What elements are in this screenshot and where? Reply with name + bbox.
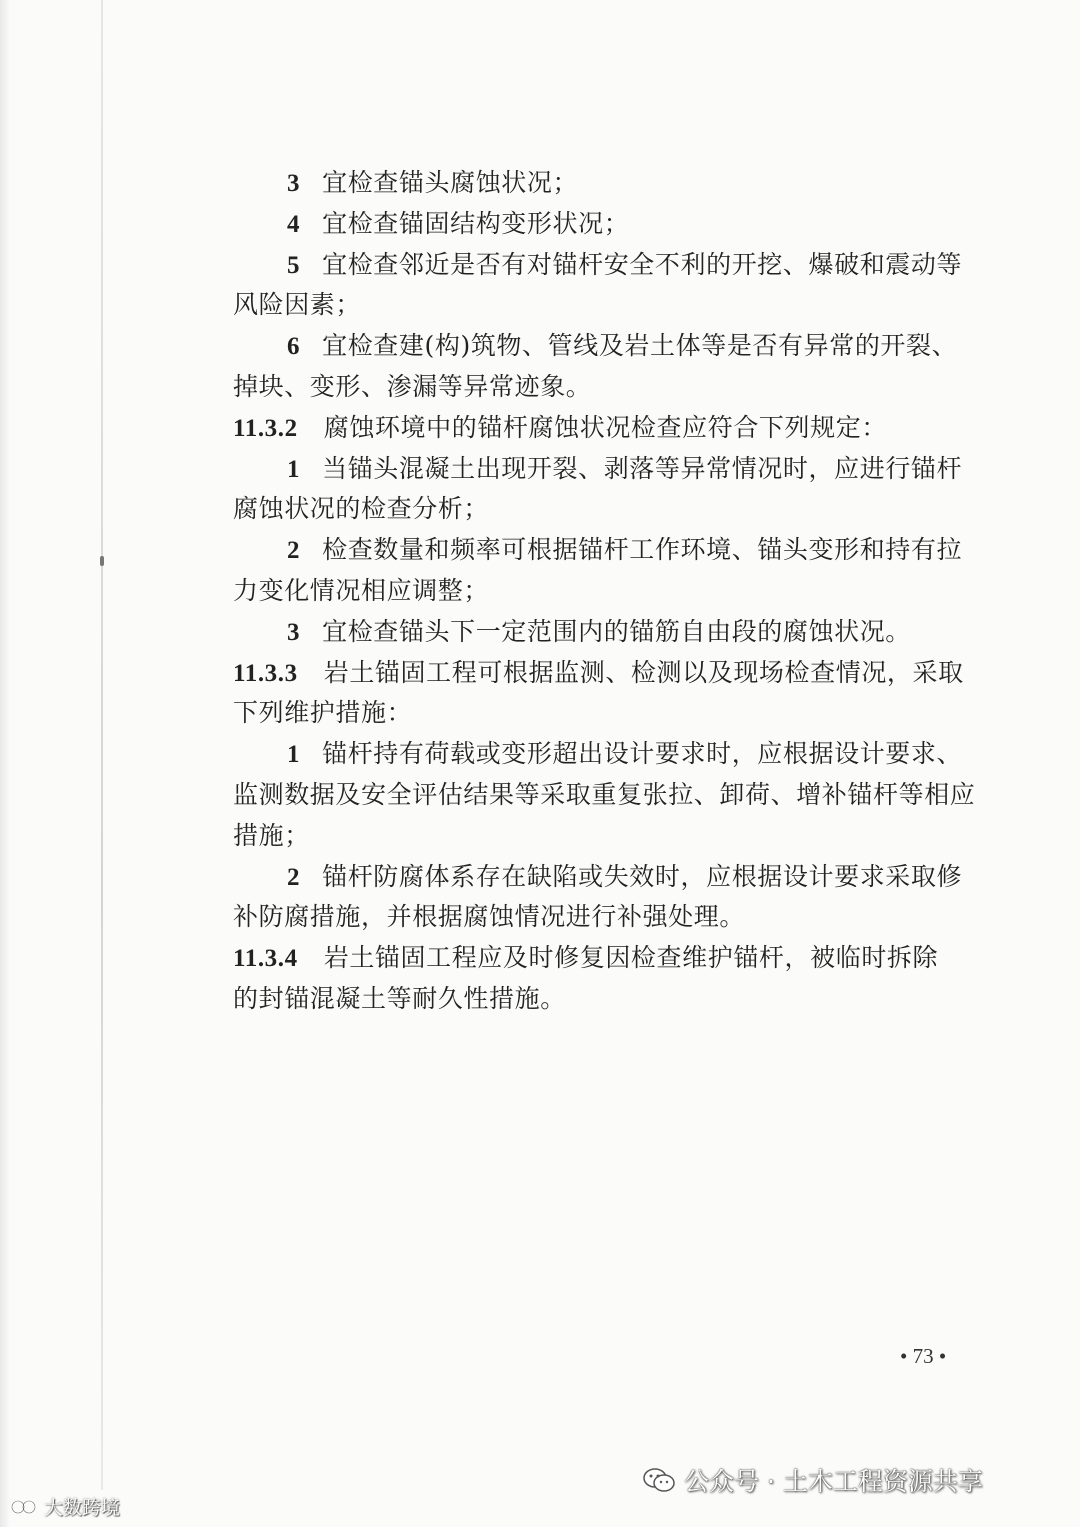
- item-text: 宜检查建(构)筑物、管线及岩土体等是否有异常的开裂、: [322, 331, 958, 361]
- item-text: 宜检查锚头腐蚀状况；: [322, 168, 579, 197]
- clause-number: 11.3.2: [233, 414, 298, 442]
- clause-line: [233, 653, 993, 694]
- list-item: [233, 734, 993, 775]
- list-item: [233, 204, 993, 245]
- watermark-logo: [10, 1493, 120, 1520]
- watermark-wechat-text: 公众号 · 土木工程资源共享: [684, 1467, 983, 1496]
- clause-number: 11.3.4: [233, 945, 298, 973]
- item-number: 1: [287, 741, 301, 769]
- binding-line: [101, 0, 103, 1490]
- clause-number: 11.3.3: [233, 659, 298, 687]
- item-text: 宜检查锚头下一定范围内的锚筋自由段的腐蚀状况。: [322, 616, 911, 646]
- list-item: [233, 163, 993, 204]
- item-number: 3: [287, 618, 301, 646]
- item-number: 3: [287, 170, 301, 197]
- binding-mark: [100, 556, 104, 566]
- list-item: [233, 530, 993, 571]
- list-item: [233, 245, 993, 286]
- item-number: 2: [287, 537, 301, 565]
- list-item: [233, 612, 993, 653]
- item-text: 检查数量和频率可根据锚杆工作环境、锚头变形和持有拉: [322, 535, 963, 565]
- clause-text: 腐蚀环境中的锚杆腐蚀状况检查应符合下列规定：: [323, 412, 887, 442]
- list-item: [233, 449, 993, 490]
- continuation-line: 措施；: [233, 820, 310, 850]
- item-text: 锚杆持有荷载或变形超出设计要求时，应根据设计要求、: [322, 739, 963, 769]
- continuation-line: 力变化情况相应调整；: [233, 575, 490, 605]
- clause-text: 岩土锚固工程可根据监测、检测以及现场检查情况，采取: [323, 657, 964, 687]
- continuation-line: 下列维护措施：: [233, 698, 413, 728]
- clause-text: 岩土锚固工程应及时修复因检查维护锚杆，被临时拆除: [323, 943, 939, 973]
- continuation-line: 风险因素；: [233, 290, 362, 320]
- logo-icon: [10, 1496, 40, 1518]
- continuation-line: 监测数据及安全评估结果等采取重复张拉、卸荷、增补锚杆等相应: [233, 779, 976, 809]
- list-item: [233, 857, 993, 898]
- wechat-icon: [642, 1466, 676, 1494]
- item-number: 4: [287, 210, 301, 238]
- page-number: • 73 •: [900, 1344, 947, 1368]
- item-number: 6: [287, 333, 301, 361]
- continuation-line: 补防腐措施，并根据腐蚀情况进行补强处理。: [233, 902, 746, 932]
- item-text: 宜检查锚固结构变形状况；: [322, 208, 630, 238]
- list-item: [233, 326, 993, 367]
- watermark-logo-text: 大数跨境: [44, 1497, 121, 1519]
- clause-line: [233, 938, 993, 979]
- item-number: 2: [287, 863, 301, 891]
- item-text: 当锚头混凝土出现开裂、剥落等异常情况时，应进行锚杆: [322, 453, 963, 483]
- page-edge-shadow: [0, 0, 10, 1527]
- continuation-line: 掉块、变形、渗漏等异常迹象。: [233, 371, 592, 401]
- item-number: 1: [287, 455, 301, 483]
- watermark-wechat: [642, 1462, 983, 1498]
- item-text: 宜检查邻近是否有对锚杆安全不利的开挖、爆破和震动等: [322, 249, 963, 279]
- continuation-line: 腐蚀状况的检查分析；: [233, 494, 490, 524]
- clause-line: [233, 408, 993, 449]
- continuation-line: 的封锚混凝土等耐久性措施。: [233, 983, 566, 1013]
- body-text: [233, 163, 993, 1020]
- item-text: 锚杆防腐体系存在缺陷或失效时，应根据设计要求采取修: [322, 861, 963, 891]
- item-number: 5: [287, 251, 301, 279]
